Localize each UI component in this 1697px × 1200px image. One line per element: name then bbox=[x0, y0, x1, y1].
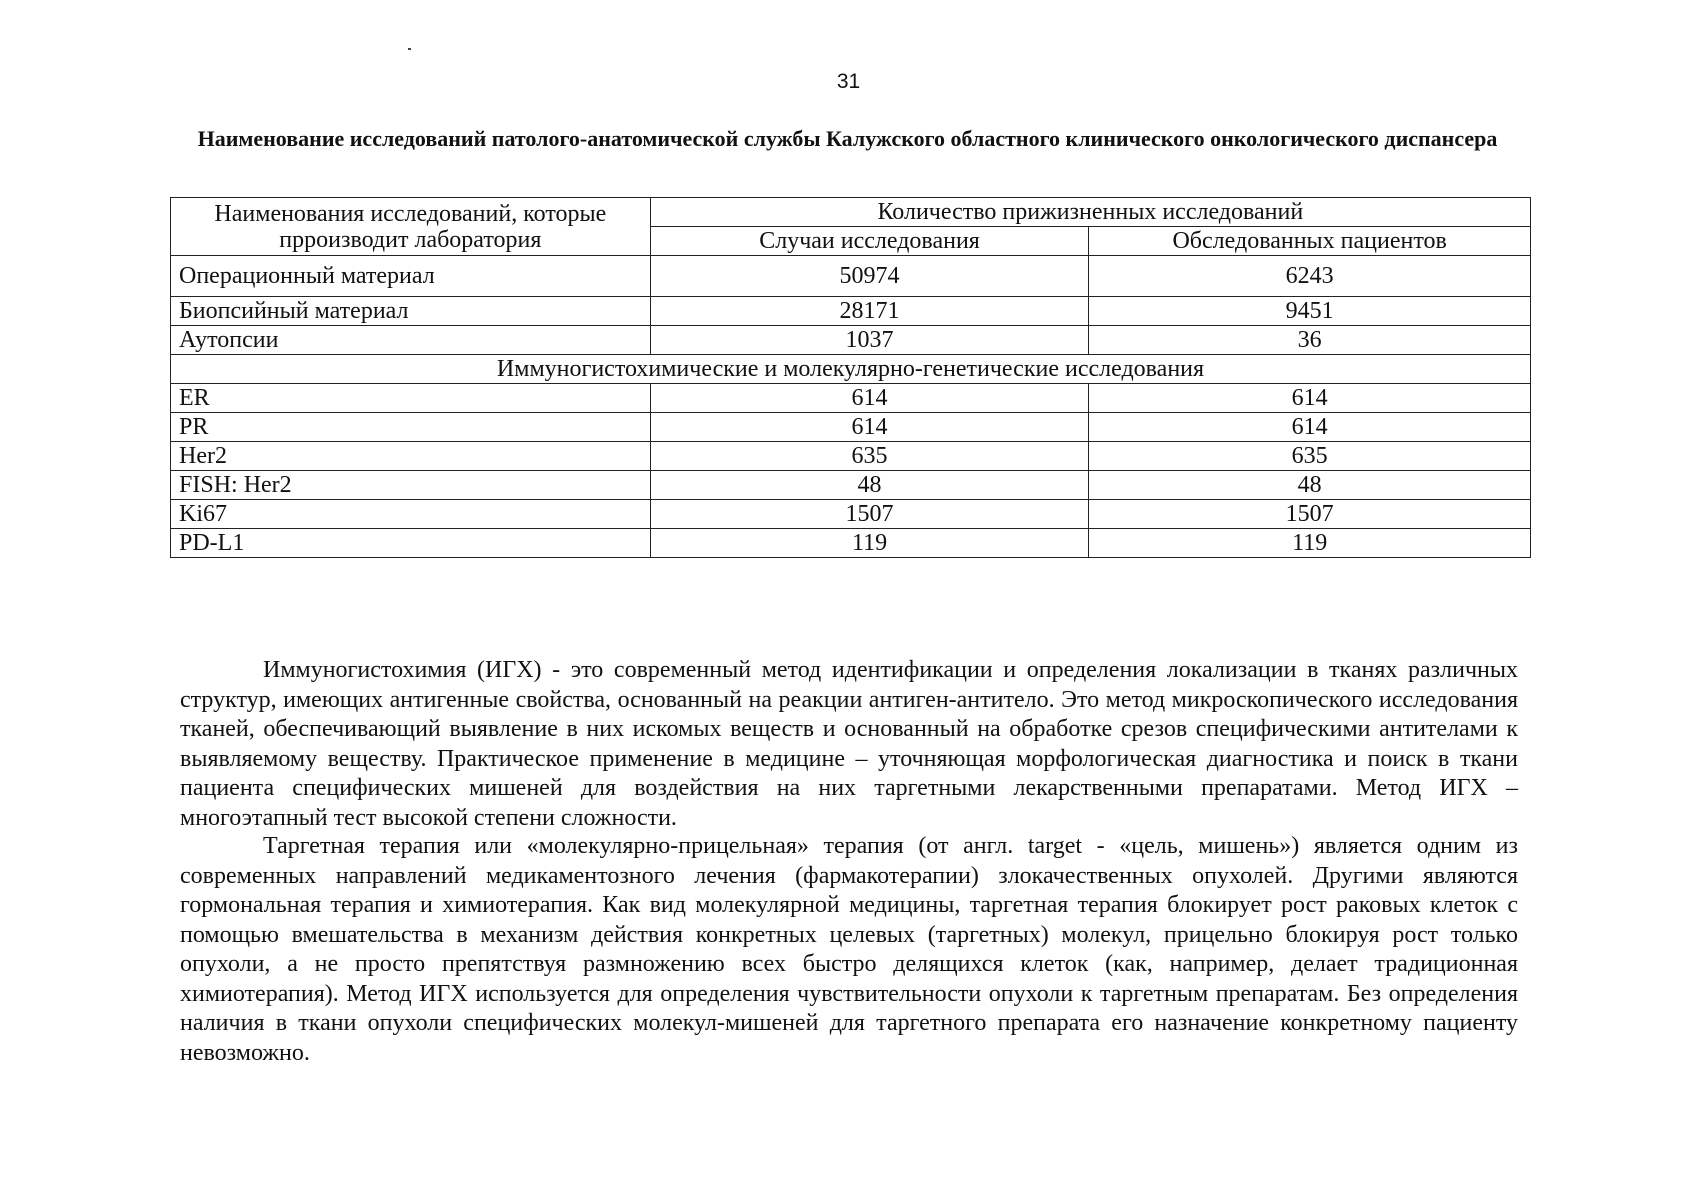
row-name: ER bbox=[171, 384, 651, 413]
row-patients: 36 bbox=[1089, 326, 1531, 355]
row-name: Биопсийный материал bbox=[171, 297, 651, 326]
row-cases: 635 bbox=[650, 442, 1089, 471]
row-name: PD-L1 bbox=[171, 529, 651, 558]
row-patients: 48 bbox=[1089, 471, 1531, 500]
row-patients: 119 bbox=[1089, 529, 1531, 558]
document-title: Наименование исследований патолого-анатомической службы Калужского областного клинического онкологического диспансера bbox=[197, 126, 1498, 151]
table-row bbox=[171, 529, 1531, 558]
row-name: Операционный материал bbox=[171, 256, 651, 297]
row-patients: 6243 bbox=[1089, 256, 1531, 297]
row-patients: 635 bbox=[1089, 442, 1531, 471]
table-row bbox=[171, 413, 1531, 442]
row-cases: 1507 bbox=[650, 500, 1089, 529]
row-cases: 119 bbox=[650, 529, 1089, 558]
paragraph-immunohistochemistry: Иммуногистохимия (ИГХ) - это современный метод идентификации и определения локализации в тканях различных структур, имеющих антигенные свойства, основанный на реакции антиген-антитело. Это метод микроскопического исследования тканей, обеспечивающий выявление в них искомых веществ и основанный на обработке срезов специфическими антителами к выявляемому веществу. Практическое применение в медицине – уточняющая морфологическая диагностика и поиск в ткани пациента специфических мишеней для воздействия на них таргетными лекарственными препаратами. Метод ИГХ – многоэтапный тест высокой степени сложности. bbox=[180, 657, 1518, 831]
row-patients: 614 bbox=[1089, 413, 1531, 442]
row-patients: 1507 bbox=[1089, 500, 1531, 529]
row-patients: 614 bbox=[1089, 384, 1531, 413]
row-cases: 614 bbox=[650, 384, 1089, 413]
row-patients: 9451 bbox=[1089, 297, 1531, 326]
row-cases: 50974 bbox=[650, 256, 1089, 297]
table-section-row bbox=[171, 355, 1531, 384]
row-cases: 1037 bbox=[650, 326, 1089, 355]
header-research-name: Наименования исследований, которые прроизводит лаборатория bbox=[171, 198, 651, 256]
row-cases: 614 bbox=[650, 413, 1089, 442]
table-header-row bbox=[171, 198, 1531, 227]
row-name: Аутопсии bbox=[171, 326, 651, 355]
paragraph-targeted-therapy: Таргетная терапия или «молекулярно-прицельная» терапия (от англ. target - «цель, мишень») является одним из современных направлений медикаментозного лечения (фармакотерапии) злокачественных опухолей. Другими являются гормональная терапия и химиотерапия. Как вид молекулярной медицины, таргетная терапия блокирует рост раковых клеток с помощью вмешательства в механизм действия конкретных целевых (таргетных) молекул, прицельно блокируя рост только опухоли, а не просто препятствуя размножению всех быстро делящихся клеток (как, например, делает традиционная химиотерапия). Метод ИГХ используется для определения чувствительности опухоли к таргетным препаратам. Без определения наличия в ткани опухоли специфических молекул-мишеней для таргетного препарата его назначение конкретному пациенту невозможно. bbox=[180, 833, 1518, 1066]
table-row bbox=[171, 500, 1531, 529]
table-row bbox=[171, 384, 1531, 413]
header-cases: Случаи исследования bbox=[650, 227, 1089, 256]
table-row bbox=[171, 442, 1531, 471]
table-row bbox=[171, 471, 1531, 500]
table-row bbox=[171, 297, 1531, 326]
page-number: 31 bbox=[836, 70, 861, 93]
header-patients: Обследованных пациентов bbox=[1089, 227, 1531, 256]
research-table bbox=[170, 197, 1531, 558]
table-row bbox=[171, 256, 1531, 297]
row-cases: 48 bbox=[650, 471, 1089, 500]
scan-speck bbox=[408, 48, 411, 50]
section-title: Иммуногистохимические и молекулярно-генетические исследования bbox=[171, 355, 1531, 384]
table-row bbox=[171, 326, 1531, 355]
row-name: Ki67 bbox=[171, 500, 651, 529]
row-name: Her2 bbox=[171, 442, 651, 471]
row-name: FISH: Her2 bbox=[171, 471, 651, 500]
row-cases: 28171 bbox=[650, 297, 1089, 326]
row-name: PR bbox=[171, 413, 651, 442]
header-lifetime-count: Количество прижизненных исследований bbox=[650, 198, 1530, 227]
